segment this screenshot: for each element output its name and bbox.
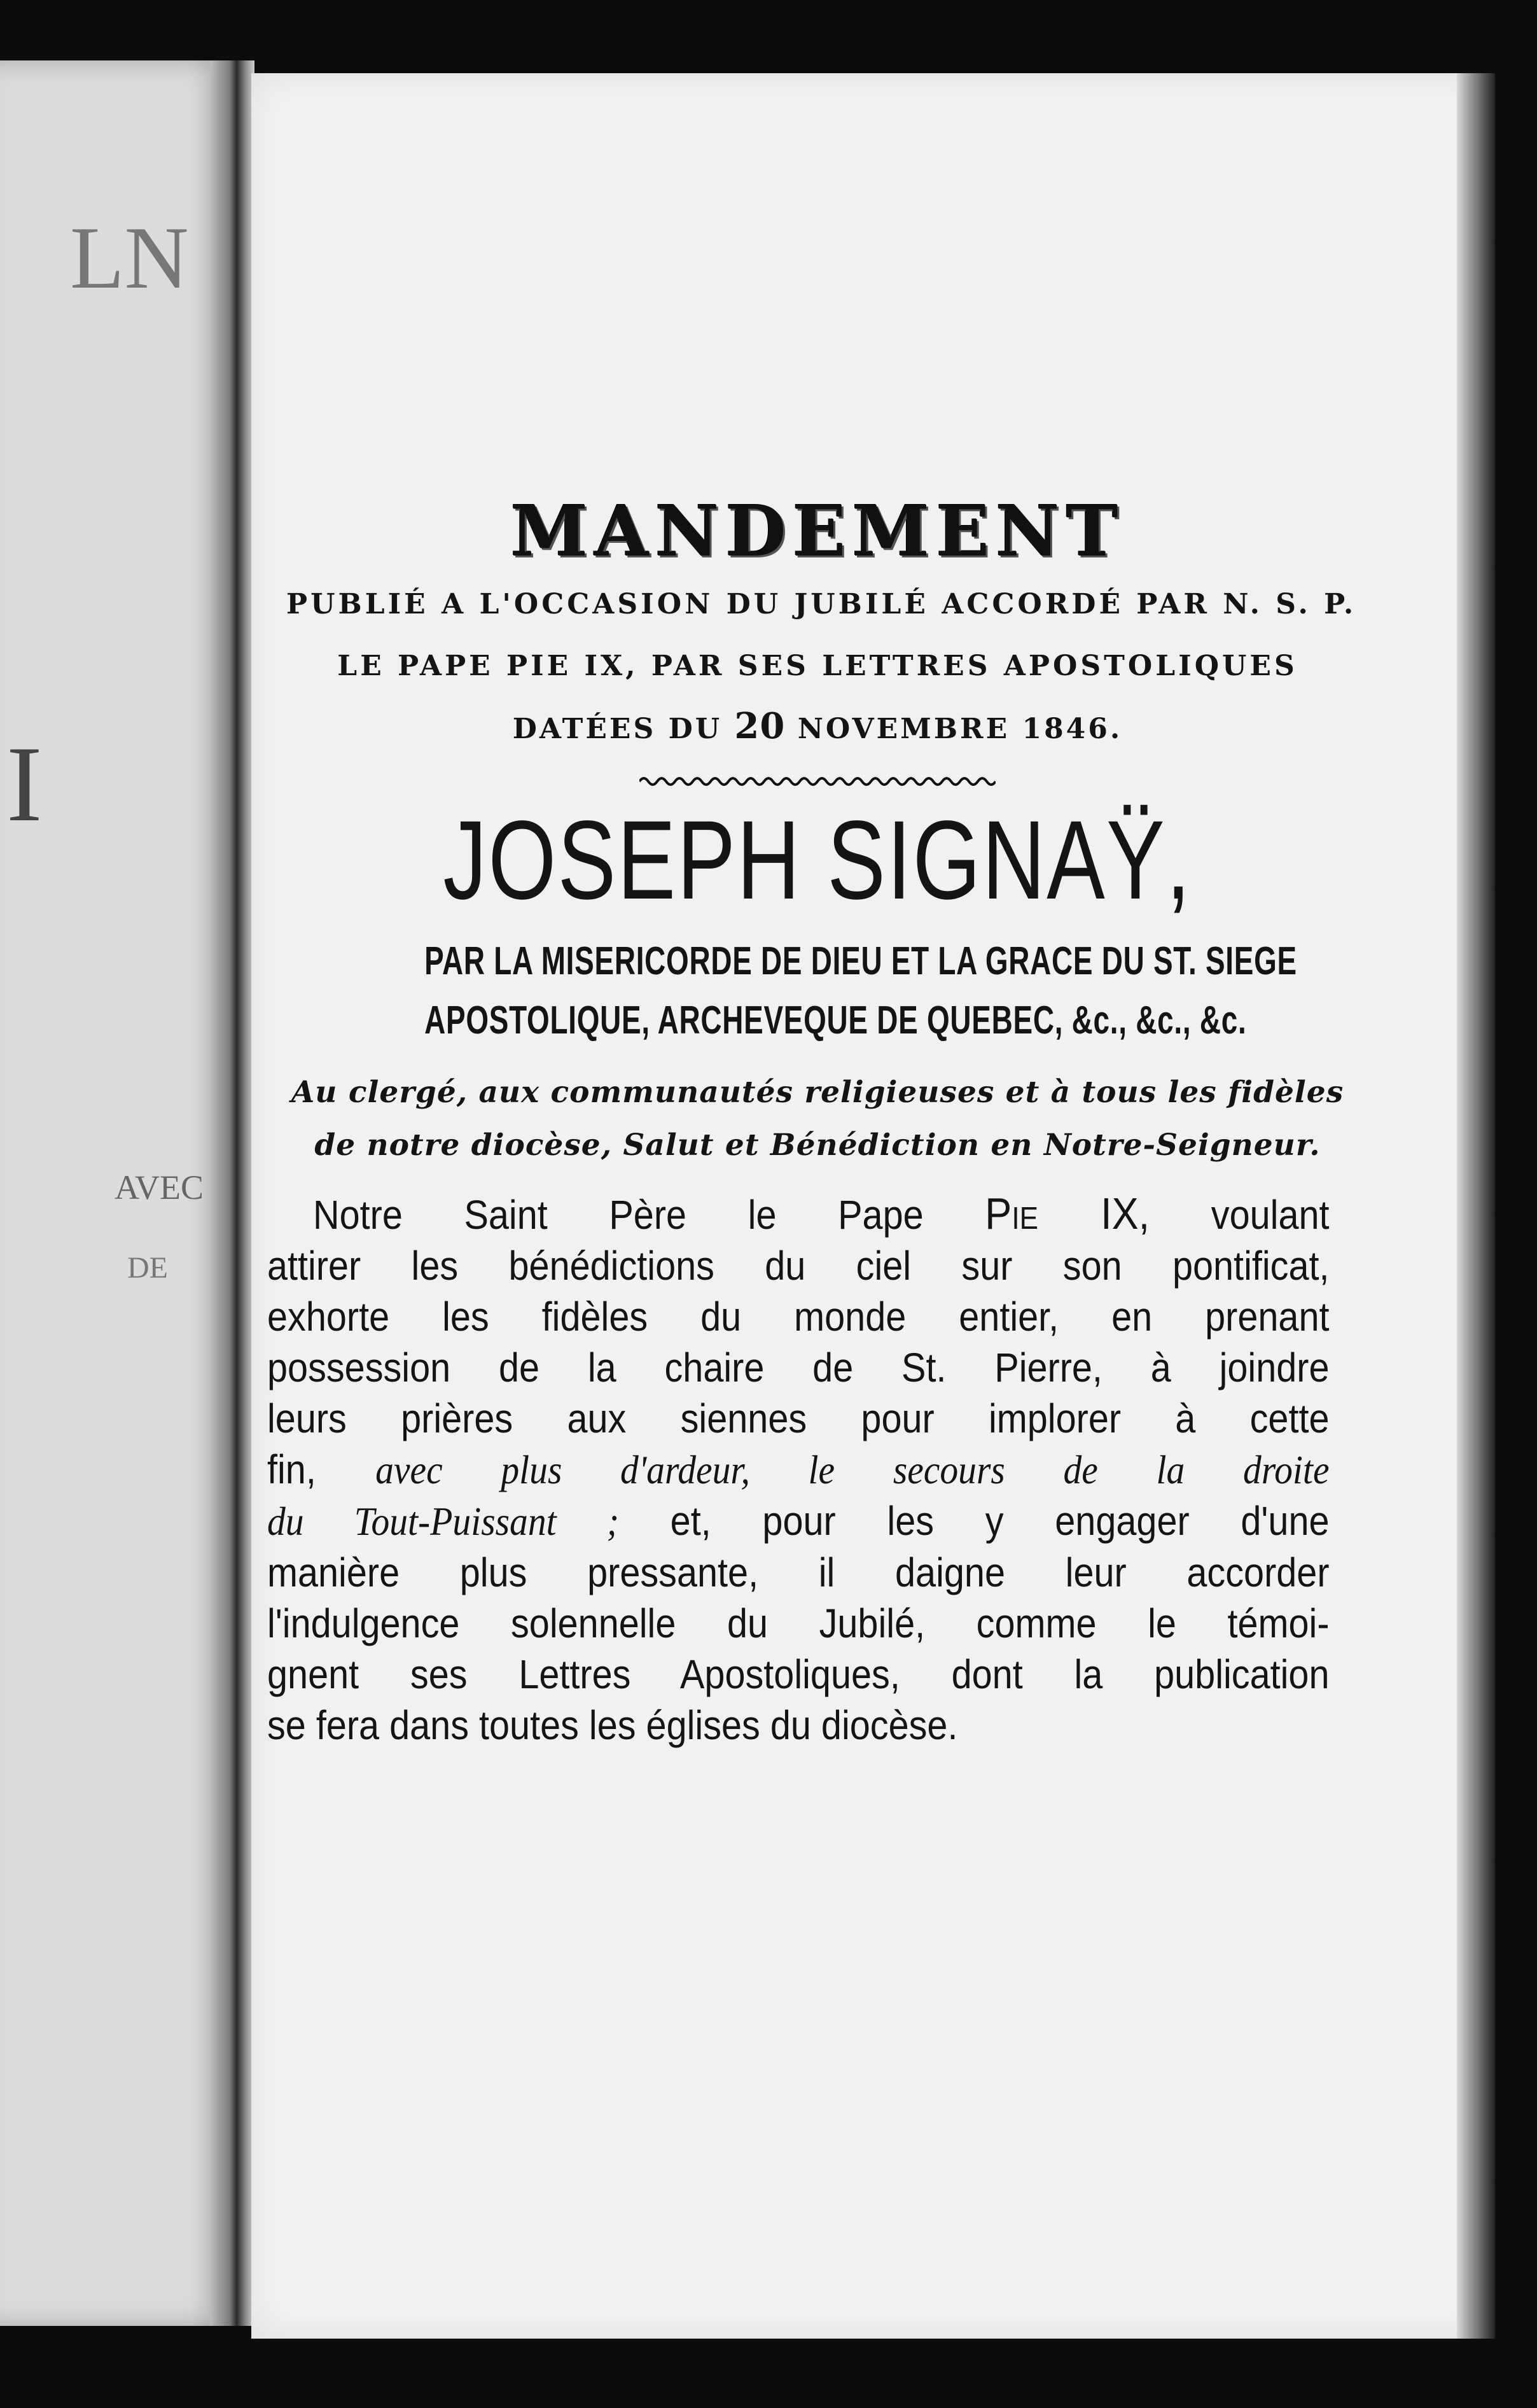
ornamental-rule [639,774,996,789]
page-edge [1457,73,1495,2339]
address-line: Au clergé, aux communautés religieuses et à tous les fidèles [291,1074,1344,1110]
document-heading: MANDEMENT [510,490,1125,572]
page-content [267,471,1357,1751]
author-title-line: APOSTOLIQUE, ARCHEVEQUE DE QUEBEC, &c., &c., &c. [424,998,1247,1042]
left-page-fragment: AVEC [115,1168,204,1207]
body-text-span: voulant [1211,1191,1330,1238]
body-line [267,1444,1330,1495]
body-paragraph [267,1188,1330,1751]
body-line: exhorte les fidèles du monde entier, en prenant [267,1293,1330,1340]
book-gutter [210,60,254,2326]
body-line [267,1495,1330,1547]
left-page-edge [0,60,229,2326]
date-prefix: DATÉES DU [512,713,723,745]
body-line: se fera dans toutes les églises du diocèse. [267,1702,958,1748]
body-line: attirer les bénédictions du ciel sur son pontificat, [267,1242,1330,1289]
date-rest: NOVEMBRE 1846. [797,713,1123,745]
author-name: JOSEPH SIGNAŸ, [443,798,1192,923]
address-line: de notre diocèse, Salut et Bénédiction en Notre-Seigneur. [314,1127,1321,1163]
body-italic-span: du Tout-Puissant ; [267,1498,619,1544]
body-text-span: Notre Saint Père le Pape [313,1191,924,1238]
body-italic-span: avec plus d'ardeur, le secours de la droite [375,1446,1330,1492]
author-title-line: PAR LA MISERICORDE DE DIEU ET LA GRACE DU ST. SIEGE [424,939,1297,983]
body-line: possession de la chaire de St. Pierre, à joindre [267,1344,1330,1390]
date-number: 20 [734,705,786,747]
body-text-span: fin, [267,1446,316,1492]
pope-name: Pie IX, [985,1188,1150,1238]
left-page-fragment: I [6,724,43,844]
left-page-fragment: DE [127,1251,168,1285]
left-page-fragment: LN [70,209,189,307]
subheading-line: LE PAPE PIE IX, PAR SES LETTRES APOSTOLIQUES [337,650,1298,682]
body-line: l'indulgence solennelle du Jubilé, comme le témoi- [267,1600,1330,1646]
body-line: gnent ses Lettres Apostoliques, dont la publication [267,1651,1330,1697]
subheading-line: PUBLIÉ A L'OCCASION DU JUBILÉ ACCORDÉ PAR N. S. P. [286,588,1357,620]
body-line [267,1188,1330,1240]
body-text-span: et, pour les y engager d'une [670,1497,1330,1544]
body-line: leurs prières aux siennes pour implorer à cette [267,1395,1330,1441]
body-line: manière plus pressante, il daigne leur accorder [267,1549,1330,1595]
subheading-date [286,705,1349,747]
